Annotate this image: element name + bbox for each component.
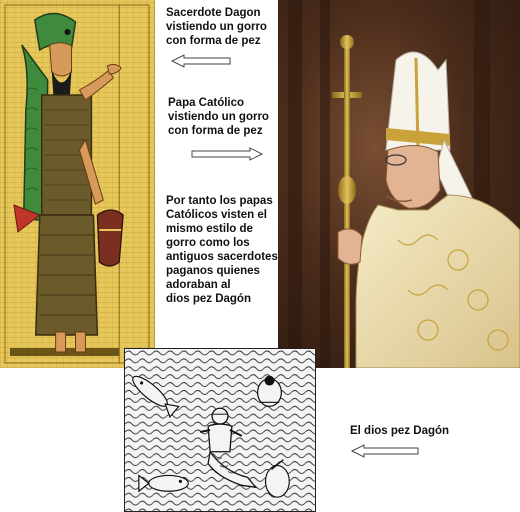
- caption-line: paganos quienes: [166, 265, 260, 277]
- caption-line: antiguos sacerdotes: [166, 251, 278, 263]
- left-arrow-icon: [350, 444, 420, 458]
- caption-line: vistiendo un gorro: [168, 111, 269, 123]
- caption-line: adoraban al: [166, 279, 231, 291]
- caption-line: con forma de pez: [168, 125, 263, 137]
- caption-line: con forma de pez: [166, 35, 261, 47]
- caption-line: Papa Católico: [168, 97, 245, 109]
- right-arrow-icon: [190, 147, 264, 161]
- dagon-priest-caption: [166, 6, 276, 48]
- catholic-pope-caption: [168, 96, 278, 138]
- caption-line: Católicos visten el: [166, 209, 267, 221]
- caption-line: Por tanto los papas: [166, 195, 273, 207]
- fish-god-caption: [350, 424, 500, 438]
- dagon-priest-illustration: [0, 0, 155, 368]
- caption-line: vistiendo un gorro: [166, 21, 267, 33]
- caption-line: mismo estilo de: [166, 223, 253, 235]
- fish-god-engraving: [124, 348, 316, 512]
- caption-line: gorro como los: [166, 237, 250, 249]
- pope-photo: [278, 0, 520, 368]
- caption-line: dios pez Dagón: [166, 293, 251, 305]
- caption-line: El dios pez Dagón: [350, 425, 450, 437]
- caption-line: Sacerdote Dagon: [166, 7, 261, 19]
- left-arrow-icon: [170, 54, 232, 68]
- conclusion-caption: [166, 194, 278, 306]
